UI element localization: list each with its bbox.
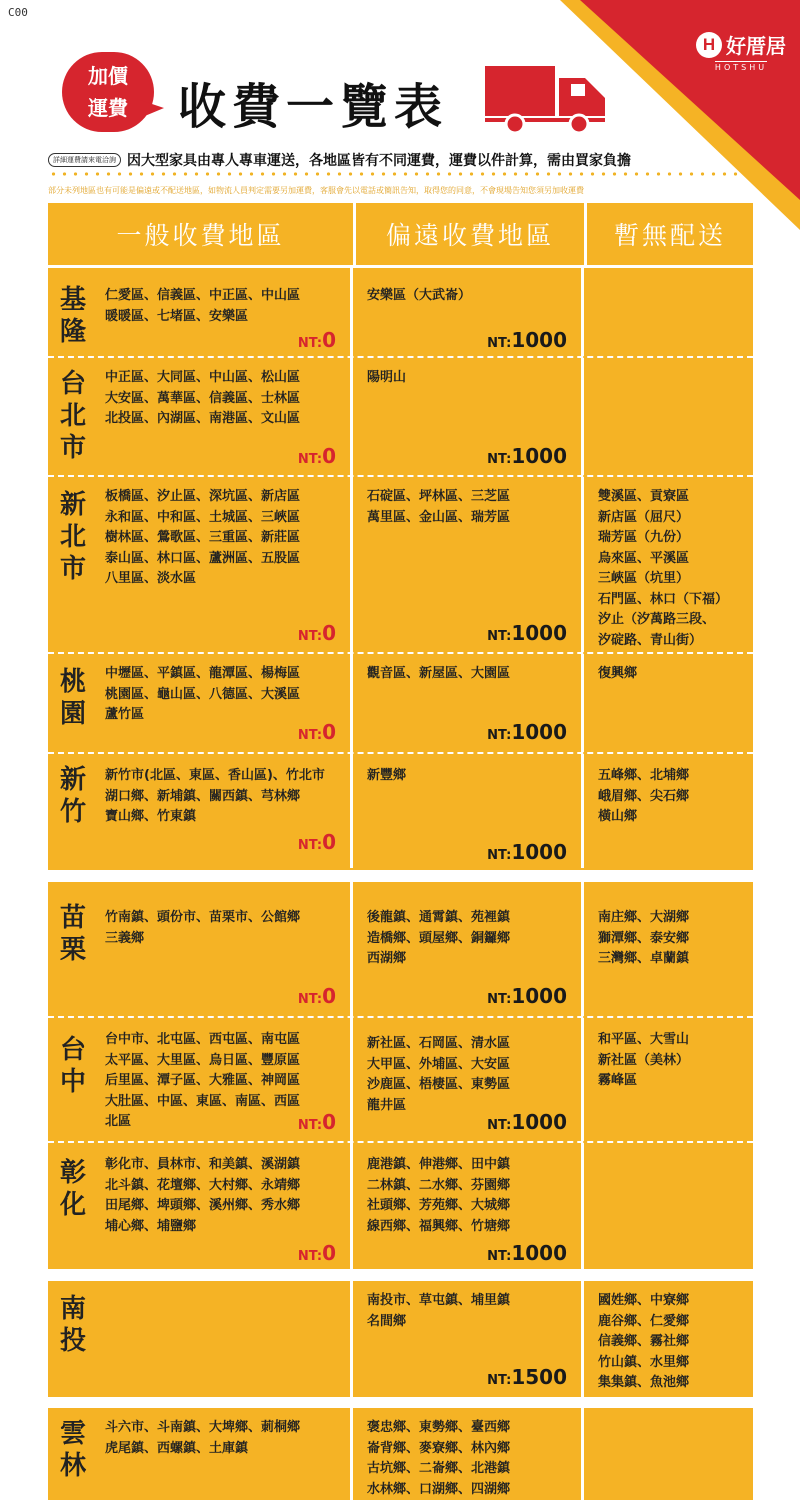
remote-price: NT:1000: [487, 720, 567, 744]
region-name: 苗栗: [60, 903, 87, 965]
general-areas: 竹南鎮、頭份市、苗栗市、公館鄉 三義鄉: [105, 910, 301, 946]
none-areas: 復興鄉: [598, 666, 638, 681]
header-remote: 偏遠收費地區: [356, 203, 584, 265]
general-price: NT:0: [297, 1110, 336, 1134]
remote-areas: 後龍鎮、通霄鎮、苑裡鎮 造橋鄉、頭屋鄉、銅鑼鄉 西湖鄉: [367, 910, 511, 966]
page-code: C00: [8, 6, 28, 19]
general-price: NT:0: [297, 984, 336, 1008]
table-row: [48, 475, 753, 652]
none-areas: 南庄鄉、大湖鄉 獅潭鄉、泰安鄉 三灣鄉、卓蘭鎮: [598, 910, 690, 966]
remote-price: NT:1000: [487, 1241, 567, 1265]
table-row: [48, 652, 753, 752]
remote-price: NT:1000: [487, 984, 567, 1008]
remote-areas: 陽明山: [367, 370, 407, 385]
general-cell: [48, 268, 353, 356]
remote-cell: [353, 1408, 584, 1500]
fine-print: 部分未列地區也有可能是偏遠或不配送地區，如物流人員判定需要另加運費，客服會先以電話或簡訊告知，取得您的同意，不會現場告知您須另加收運費: [48, 186, 584, 195]
general-areas: 中壢區、平鎮區、龍潭區、楊梅區 桃園區、龜山區、八德區、大溪區 蘆竹區: [105, 666, 301, 722]
bubble-line-2: 運費: [88, 96, 128, 120]
remote-areas: 南投市、草屯鎮、埔里鎮 名間鄉: [367, 1293, 511, 1329]
region-name: 彰化: [60, 1158, 87, 1220]
none-cell: [584, 358, 753, 475]
region-name: 南投: [60, 1294, 87, 1356]
dotted-divider: [48, 172, 738, 176]
table-row: [48, 1408, 753, 1500]
general-areas: 斗六市、斗南鎮、大埤鄉、莿桐鄉 虎尾鎮、西螺鎮、土庫鎮: [105, 1420, 301, 1456]
remote-areas: 安樂區（大武崙）: [367, 288, 472, 303]
bubble-line-1: 加價: [88, 64, 128, 88]
remote-cell: [353, 654, 584, 752]
table-row: [48, 1141, 753, 1269]
none-cell: [584, 882, 753, 1016]
general-price: NT:0: [297, 621, 336, 645]
table-row: [48, 356, 753, 475]
remote-cell: [353, 882, 584, 1016]
remote-price: NT:1000: [487, 621, 567, 645]
general-cell: [48, 1143, 353, 1269]
table-block-north: [48, 268, 753, 870]
region-name: 台北市: [60, 369, 87, 463]
remote-price: NT:1000: [487, 328, 567, 352]
general-areas: 新竹市(北區、東區、香山區)、竹北市 湖口鄉、新埔鎮、關西鎮、芎林鄉 寶山鄉、竹東鎮: [105, 768, 325, 824]
brand-logo: [696, 30, 786, 72]
table-row: [48, 1281, 753, 1397]
region-name: 新竹: [60, 765, 87, 827]
none-cell: [584, 1143, 753, 1269]
general-areas: 中正區、大同區、中山區、松山區 大安區、萬華區、信義區、士林區 北投區、內湖區、南港區、文山區: [105, 370, 301, 426]
table-row: [48, 752, 753, 868]
remote-areas: 觀音區、新屋區、大園區: [367, 666, 511, 681]
general-cell: [48, 477, 353, 652]
remote-price: NT:1000: [487, 840, 567, 864]
region-name: 桃園: [60, 667, 87, 729]
none-cell: [584, 654, 753, 752]
remote-areas: 新豐鄉: [367, 768, 407, 783]
table-row: [48, 882, 753, 1016]
general-cell: [48, 754, 353, 868]
header-none: 暫無配送: [587, 203, 753, 265]
remote-cell: [353, 268, 584, 356]
general-price: NT:0: [297, 1241, 336, 1265]
remote-cell: [353, 1018, 584, 1141]
none-cell: [584, 1281, 753, 1397]
region-name: 雲林: [60, 1419, 87, 1481]
none-areas: 和平區、大雪山 新社區（美林） 霧峰區: [598, 1032, 690, 1088]
remote-price: NT:1000: [487, 1110, 567, 1134]
remote-areas: 石碇區、坪林區、三芝區 萬里區、金山區、瑞芳區: [367, 489, 511, 525]
table-row: [48, 268, 753, 356]
general-cell: [48, 1018, 353, 1141]
general-areas: 仁愛區、信義區、中正區、中山區 暖暖區、七堵區、安樂區: [105, 288, 301, 324]
none-cell: [584, 477, 753, 652]
table-block-nantou: [48, 1281, 753, 1397]
general-price: NT:0: [297, 444, 336, 468]
remote-price: NT:1500: [487, 1365, 567, 1389]
region-name: 基隆: [60, 285, 87, 347]
none-areas: 國姓鄉、中寮鄉 鹿谷鄉、仁愛鄉 信義鄉、霧社鄉 竹山鎮、水里鄉 集集鎮、魚池鄉: [598, 1293, 690, 1390]
shipping-note: [48, 150, 768, 170]
speech-bubble: [62, 52, 154, 132]
note-tag: 詳細運費請來電洽詢: [48, 153, 121, 167]
remote-cell: [353, 1143, 584, 1269]
none-areas: 雙溪區、貢寮區 新店區（屈尺） 瑞芳區（九份） 烏來區、平溪區 三峽區（坑里） 石門區、林口（下福） 汐止（汐萬路三段、 汐碇路、青山街）: [598, 489, 729, 648]
header-general: 一般收費地區: [48, 203, 353, 265]
none-cell: [584, 754, 753, 868]
remote-areas: 褒忠鄉、東勢鄉、臺西鄉 崙背鄉、麥寮鄉、林內鄉 古坑鄉、二崙鄉、北港鎮 水林鄉、口湖鄉、四湖鄉: [367, 1420, 511, 1497]
general-price: NT:0: [297, 720, 336, 744]
table-header: [48, 203, 753, 265]
remote-areas: 新社區、石岡區、清水區 大甲區、外埔區、大安區 沙鹿區、梧棲區、東勢區 龍井區: [367, 1036, 511, 1113]
general-price: NT:0: [297, 328, 336, 352]
none-cell: [584, 1408, 753, 1500]
note-main: 因大型家具由專人專車運送，各地區皆有不同運費，運費以件計算，需由買家負擔: [127, 153, 631, 169]
truck-icon: [485, 62, 607, 134]
remote-price: NT:1000: [487, 444, 567, 468]
remote-cell: [353, 358, 584, 475]
region-name: 台中: [60, 1035, 87, 1097]
house-logo-icon: H: [696, 32, 722, 58]
table-block-yunlin: [48, 1408, 753, 1500]
brand-sub: HOTSHU: [714, 63, 768, 72]
general-cell: [48, 882, 353, 1016]
remote-areas: 鹿港鎮、伸港鄉、田中鎮 二林鎮、二水鄉、芬園鄉 社頭鄉、芳苑鄉、大城鄉 線西鄉、福興鄉、竹塘鄉: [367, 1157, 511, 1234]
general-cell: [48, 1281, 353, 1397]
general-areas: 彰化市、員林市、和美鎮、溪湖鎮 北斗鎮、花壇鄉、大村鄉、永靖鄉 田尾鄉、埤頭鄉、溪州鄉、秀水鄉 埔心鄉、埔鹽鄉: [105, 1157, 301, 1234]
table-row: [48, 1016, 753, 1141]
remote-cell: [353, 1281, 584, 1397]
remote-cell: [353, 477, 584, 652]
none-cell: [584, 1018, 753, 1141]
general-cell: [48, 358, 353, 475]
page-title: 收費一覽表: [178, 79, 449, 135]
none-cell: [584, 268, 753, 356]
general-cell: [48, 1408, 353, 1500]
general-cell: [48, 654, 353, 752]
remote-cell: [353, 754, 584, 868]
general-price: NT:0: [297, 830, 336, 854]
general-areas: 台中市、北屯區、西屯區、南屯區 太平區、大里區、烏日區、豐原區 后里區、潭子區、大雅區、神岡區 大肚區、中區、東區、南區、西區 北區: [105, 1032, 301, 1129]
region-name: 新北市: [60, 490, 87, 584]
table-block-central: [48, 882, 753, 1269]
general-areas: 板橋區、汐止區、深坑區、新店區 永和區、中和區、土城區、三峽區 樹林區、鶯歌區、三重區、新莊區 泰山區、林口區、蘆洲區、五股區 八里區、淡水區: [105, 489, 301, 586]
brand-name: 好厝居: [726, 34, 786, 58]
bubble-tail: [140, 100, 164, 118]
none-areas: 五峰鄉、北埔鄉 峨眉鄉、尖石鄉 橫山鄉: [598, 768, 690, 824]
